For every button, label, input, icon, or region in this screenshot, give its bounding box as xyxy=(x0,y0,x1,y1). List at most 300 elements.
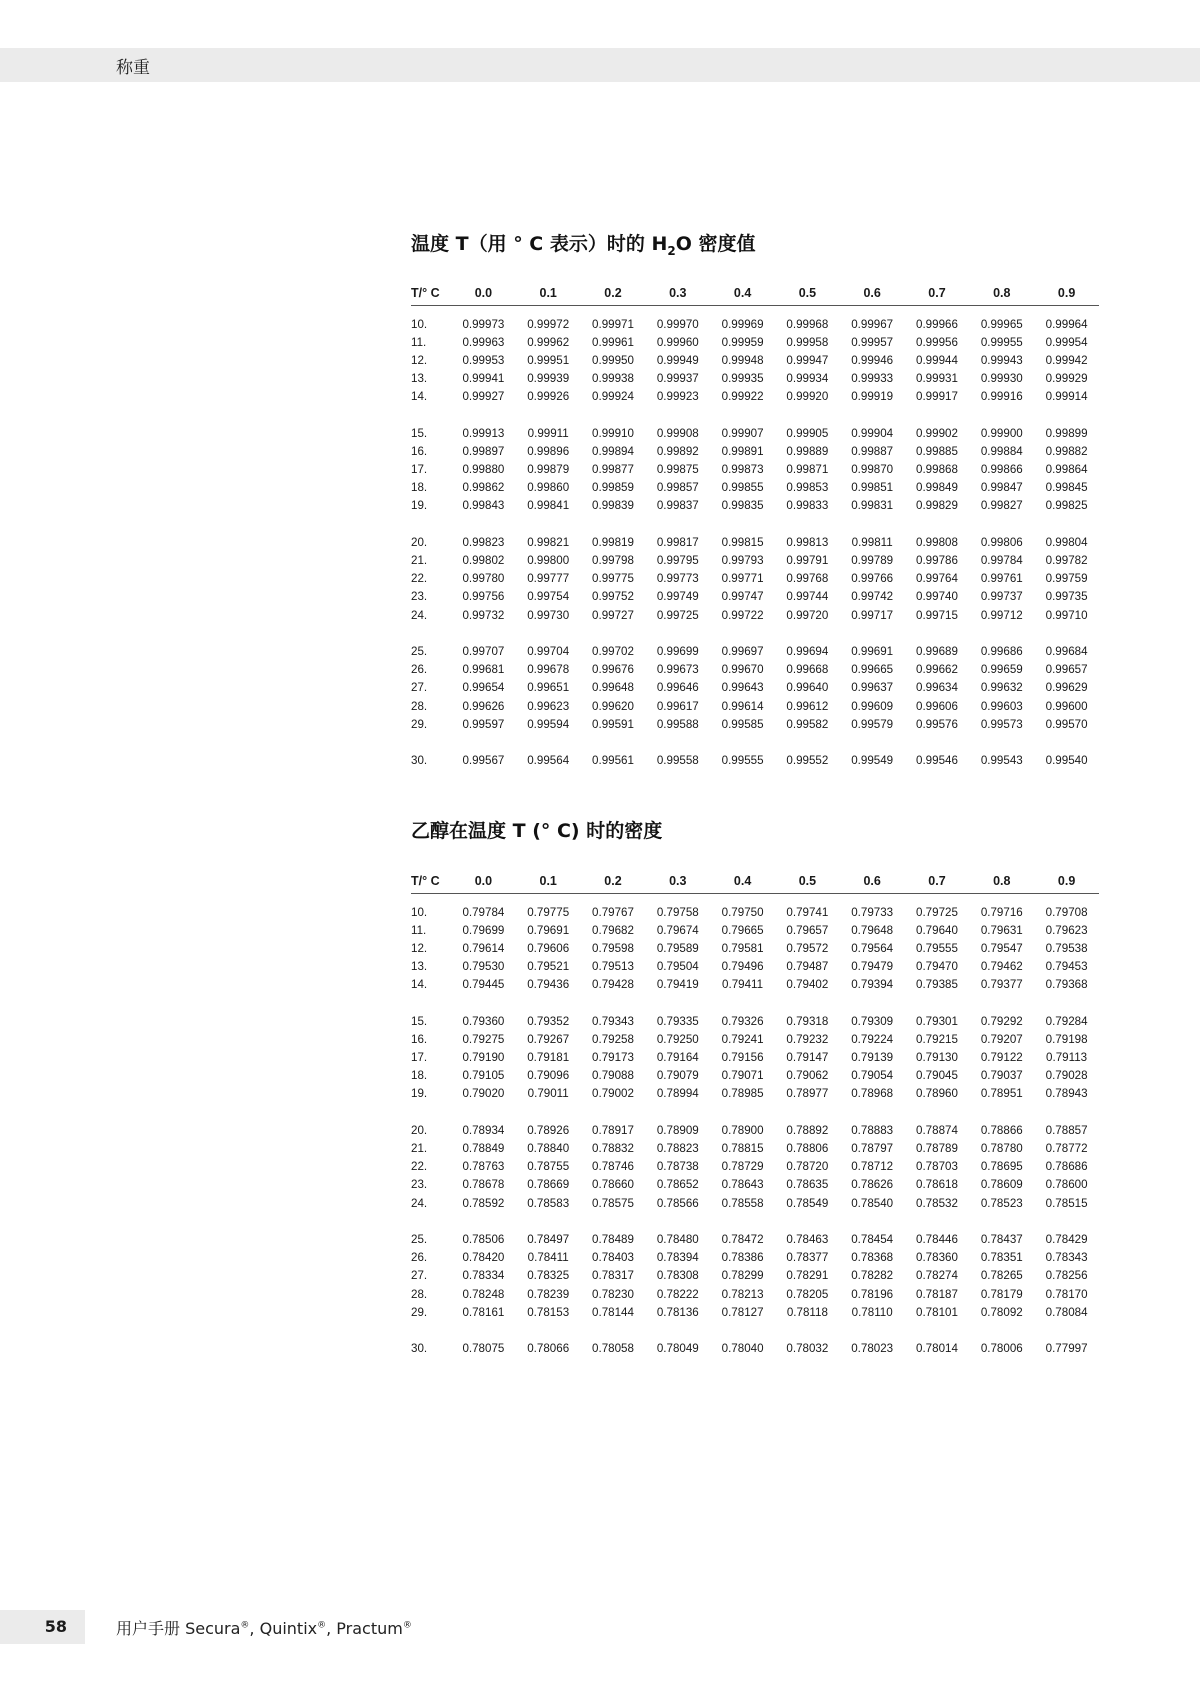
density-cell: 0.99896 xyxy=(527,444,570,458)
table-row xyxy=(411,1230,1099,1248)
temperature-cell: 21. xyxy=(411,554,428,568)
table-row xyxy=(411,661,1099,679)
density-cell: 0.78566 xyxy=(656,1196,699,1210)
density-cell: 0.78849 xyxy=(462,1142,505,1156)
density-cell: 0.79462 xyxy=(980,960,1023,974)
temperature-cell: 12. xyxy=(411,353,428,367)
temperature-cell: 19. xyxy=(411,499,428,513)
density-cell: 0.99914 xyxy=(1045,390,1088,404)
temperature-cell: 20. xyxy=(411,1123,428,1137)
temperature-column-header: T/° C xyxy=(411,272,451,306)
density-cell: 0.79267 xyxy=(527,1032,570,1046)
density-cell: 0.99759 xyxy=(1045,572,1088,586)
density-cell: 0.78857 xyxy=(1045,1123,1088,1137)
density-cell: 0.79037 xyxy=(980,1069,1023,1083)
density-cell: 0.99926 xyxy=(527,390,570,404)
density-cell: 0.79741 xyxy=(786,905,829,919)
density-cell: 0.99819 xyxy=(592,535,634,549)
density-cell: 0.99871 xyxy=(786,463,829,477)
density-cell: 0.78977 xyxy=(786,1087,829,1101)
density-cell: 0.99897 xyxy=(462,444,505,458)
density-cell: 0.99919 xyxy=(851,390,894,404)
decimal-column-header: 0.4 xyxy=(710,860,775,894)
density-cell: 0.99771 xyxy=(721,572,764,586)
density-cell: 0.99573 xyxy=(980,717,1023,731)
density-cell: 0.99841 xyxy=(527,499,570,513)
table-row xyxy=(411,939,1099,957)
density-cell: 0.78205 xyxy=(786,1287,829,1301)
density-cell: 0.78230 xyxy=(592,1287,634,1301)
density-cell: 0.78806 xyxy=(786,1142,829,1156)
footer-manual-title xyxy=(116,1616,412,1639)
density-cell: 0.99725 xyxy=(656,608,699,622)
density-cell: 0.78515 xyxy=(1045,1196,1088,1210)
density-cell: 0.78161 xyxy=(462,1305,505,1319)
density-cell: 0.78994 xyxy=(656,1087,699,1101)
density-cell: 0.79572 xyxy=(786,941,829,955)
density-cell: 0.79241 xyxy=(721,1032,764,1046)
ethanol-table-header-row xyxy=(411,860,1099,894)
density-cell: 0.78635 xyxy=(786,1178,829,1192)
density-cell: 0.78874 xyxy=(916,1123,958,1137)
decimal-column-header: 0.9 xyxy=(1034,272,1099,306)
spacer-cell xyxy=(411,894,1099,904)
density-cell: 0.99597 xyxy=(462,717,505,731)
density-cell: 0.99868 xyxy=(916,463,958,477)
density-cell: 0.99954 xyxy=(1045,335,1088,349)
density-cell: 0.78695 xyxy=(980,1160,1023,1174)
footer-reg-mark: ® xyxy=(317,1620,327,1631)
density-cell: 0.99662 xyxy=(916,663,958,677)
density-cell: 0.79767 xyxy=(592,905,634,919)
density-cell: 0.99804 xyxy=(1045,535,1088,549)
header-spacer xyxy=(411,894,1099,904)
table-row xyxy=(411,351,1099,369)
density-cell: 0.99670 xyxy=(721,663,764,677)
density-cell: 0.78437 xyxy=(980,1232,1023,1246)
density-cell: 0.99582 xyxy=(786,717,829,731)
density-cell: 0.99880 xyxy=(462,463,505,477)
density-cell: 0.78394 xyxy=(656,1251,699,1265)
density-cell: 0.99877 xyxy=(592,463,634,477)
density-cell: 0.99773 xyxy=(656,572,699,586)
density-cell: 0.78049 xyxy=(656,1342,699,1356)
group-gap xyxy=(411,1321,1099,1339)
group-gap xyxy=(411,994,1099,1012)
density-cell: 0.78985 xyxy=(721,1087,764,1101)
temperature-cell: 24. xyxy=(411,1196,428,1210)
density-cell: 0.79164 xyxy=(656,1051,699,1065)
density-cell: 0.78446 xyxy=(916,1232,958,1246)
density-cell: 0.78144 xyxy=(592,1305,634,1319)
density-cell: 0.79275 xyxy=(462,1032,505,1046)
density-cell: 0.99951 xyxy=(527,353,570,367)
density-cell: 0.99937 xyxy=(656,372,699,386)
density-cell: 0.78360 xyxy=(916,1251,958,1265)
density-cell: 0.99961 xyxy=(592,335,634,349)
density-cell: 0.99634 xyxy=(916,681,958,695)
density-cell: 0.78472 xyxy=(721,1232,764,1246)
density-cell: 0.99651 xyxy=(527,681,570,695)
temperature-cell: 15. xyxy=(411,426,428,440)
density-cell: 0.99947 xyxy=(786,353,829,367)
density-cell: 0.79581 xyxy=(721,941,764,955)
table-row xyxy=(411,442,1099,460)
density-cell: 0.78325 xyxy=(527,1269,570,1283)
density-cell: 0.99576 xyxy=(916,717,958,731)
density-cell: 0.99949 xyxy=(656,353,699,367)
table-row xyxy=(411,533,1099,551)
density-cell: 0.78454 xyxy=(851,1232,894,1246)
density-cell: 0.99922 xyxy=(721,390,764,404)
density-cell: 0.79326 xyxy=(721,1014,764,1028)
density-cell: 0.99668 xyxy=(786,663,829,677)
temperature-cell: 12. xyxy=(411,941,428,955)
density-cell: 0.99911 xyxy=(527,426,569,440)
temperature-cell: 28. xyxy=(411,1287,428,1301)
density-cell: 0.79122 xyxy=(980,1051,1023,1065)
header-spacer xyxy=(411,306,1099,316)
density-cell: 0.99561 xyxy=(592,754,634,768)
density-cell: 0.78780 xyxy=(980,1142,1023,1156)
density-cell: 0.99946 xyxy=(851,353,894,367)
density-cell: 0.79335 xyxy=(656,1014,699,1028)
density-cell: 0.78187 xyxy=(916,1287,958,1301)
density-cell: 0.78866 xyxy=(980,1123,1023,1137)
density-cell: 0.99689 xyxy=(916,644,958,658)
density-cell: 0.79614 xyxy=(462,941,505,955)
density-cell: 0.99875 xyxy=(656,463,699,477)
density-cell: 0.99564 xyxy=(527,754,570,768)
density-cell: 0.77997 xyxy=(1045,1342,1088,1356)
density-cell: 0.78118 xyxy=(786,1305,828,1319)
ethanol-density-title: 乙醇在温度 T (° C) 时的密度 xyxy=(411,820,663,842)
density-cell: 0.99839 xyxy=(592,499,634,513)
density-cell: 0.99786 xyxy=(916,554,958,568)
density-cell: 0.99870 xyxy=(851,463,894,477)
temperature-cell: 11. xyxy=(411,335,427,349)
density-cell: 0.99811 xyxy=(851,535,893,549)
density-cell: 0.99637 xyxy=(851,681,894,695)
density-cell: 0.99747 xyxy=(721,590,764,604)
density-cell: 0.99742 xyxy=(851,590,894,604)
density-cell: 0.99752 xyxy=(592,590,634,604)
density-cell: 0.79113 xyxy=(1046,1051,1088,1065)
temperature-cell: 13. xyxy=(411,960,428,974)
density-cell: 0.99686 xyxy=(980,644,1023,658)
density-cell: 0.99793 xyxy=(721,554,764,568)
density-cell: 0.78549 xyxy=(786,1196,829,1210)
density-cell: 0.99681 xyxy=(462,663,505,677)
density-cell: 0.99754 xyxy=(527,590,570,604)
density-cell: 0.78127 xyxy=(721,1305,764,1319)
table-row xyxy=(411,388,1099,406)
table-row xyxy=(411,1121,1099,1139)
density-cell: 0.99549 xyxy=(851,754,894,768)
density-cell: 0.78006 xyxy=(980,1342,1023,1356)
density-cell: 0.99782 xyxy=(1045,554,1088,568)
density-cell: 0.78222 xyxy=(656,1287,699,1301)
temperature-cell: 22. xyxy=(411,572,428,586)
density-cell: 0.99813 xyxy=(786,535,829,549)
density-cell: 0.99966 xyxy=(916,317,958,331)
density-cell: 0.79708 xyxy=(1045,905,1088,919)
density-cell: 0.79343 xyxy=(592,1014,634,1028)
density-cell: 0.99717 xyxy=(851,608,894,622)
density-cell: 0.99970 xyxy=(656,317,699,331)
density-cell: 0.99558 xyxy=(656,754,699,768)
decimal-column-header: 0.8 xyxy=(969,860,1034,894)
temperature-cell: 25. xyxy=(411,1232,428,1246)
density-cell: 0.99768 xyxy=(786,572,829,586)
density-cell: 0.79284 xyxy=(1045,1014,1088,1028)
page-number-text: 58 xyxy=(44,1617,67,1636)
density-cell: 0.99691 xyxy=(851,644,894,658)
density-cell: 0.79733 xyxy=(851,905,894,919)
density-cell: 0.99694 xyxy=(786,644,829,658)
density-cell: 0.79258 xyxy=(592,1032,634,1046)
density-cell: 0.99629 xyxy=(1045,681,1088,695)
group-gap xyxy=(411,406,1099,424)
table-row xyxy=(411,570,1099,588)
density-cell: 0.79606 xyxy=(527,941,570,955)
water-density-title xyxy=(411,229,756,258)
density-cell: 0.78558 xyxy=(721,1196,764,1210)
density-cell: 0.79139 xyxy=(851,1051,894,1065)
density-cell: 0.79292 xyxy=(980,1014,1023,1028)
group-gap xyxy=(411,733,1099,751)
footer-reg-mark: ® xyxy=(402,1620,412,1631)
table-row xyxy=(411,976,1099,994)
density-cell: 0.99960 xyxy=(656,335,699,349)
density-cell: 0.99775 xyxy=(592,572,634,586)
density-cell: 0.79130 xyxy=(916,1051,958,1065)
temperature-cell: 16. xyxy=(411,444,428,458)
density-cell: 0.99766 xyxy=(851,572,894,586)
density-cell: 0.99900 xyxy=(980,426,1023,440)
density-cell: 0.99821 xyxy=(527,535,570,549)
density-cell: 0.79445 xyxy=(462,978,505,992)
density-cell: 0.99941 xyxy=(462,372,505,386)
density-cell: 0.99640 xyxy=(786,681,829,695)
table-row xyxy=(411,752,1099,770)
density-cell: 0.99827 xyxy=(980,499,1023,513)
table-row xyxy=(411,679,1099,697)
density-cell: 0.99546 xyxy=(916,754,958,768)
density-cell: 0.78592 xyxy=(462,1196,505,1210)
density-cell: 0.99963 xyxy=(462,335,505,349)
density-cell: 0.99540 xyxy=(1045,754,1088,768)
density-cell: 0.99916 xyxy=(980,390,1023,404)
density-cell: 0.79487 xyxy=(786,960,829,974)
density-cell: 0.78014 xyxy=(916,1342,958,1356)
footer-sep: , Practum xyxy=(326,1619,403,1638)
density-cell: 0.78789 xyxy=(916,1142,958,1156)
group-gap xyxy=(411,515,1099,533)
density-cell: 0.99857 xyxy=(656,481,699,495)
density-cell: 0.79181 xyxy=(527,1051,570,1065)
density-cell: 0.78934 xyxy=(462,1123,505,1137)
density-cell: 0.99902 xyxy=(916,426,958,440)
density-cell: 0.99904 xyxy=(851,426,894,440)
density-cell: 0.99665 xyxy=(851,663,894,677)
density-cell: 0.79725 xyxy=(916,905,958,919)
table-row xyxy=(411,1285,1099,1303)
table-row xyxy=(411,551,1099,569)
density-cell: 0.78058 xyxy=(592,1342,634,1356)
density-cell: 0.78763 xyxy=(462,1160,505,1174)
density-cell: 0.99676 xyxy=(592,663,634,677)
water-title-subscript: 2 xyxy=(667,243,676,258)
decimal-column-header: 0.2 xyxy=(581,860,646,894)
temperature-cell: 30. xyxy=(411,754,428,768)
density-cell: 0.78660 xyxy=(592,1178,634,1192)
density-cell: 0.79699 xyxy=(462,923,505,937)
density-cell: 0.99942 xyxy=(1045,353,1088,367)
density-cell: 0.78575 xyxy=(592,1196,634,1210)
density-cell: 0.78883 xyxy=(851,1123,894,1137)
density-cell: 0.79318 xyxy=(786,1014,829,1028)
table-row xyxy=(411,1049,1099,1067)
density-cell: 0.78738 xyxy=(656,1160,699,1174)
density-cell: 0.99943 xyxy=(980,353,1023,367)
density-cell: 0.99684 xyxy=(1045,644,1088,658)
table-row xyxy=(411,1267,1099,1285)
density-cell: 0.99606 xyxy=(916,699,958,713)
density-cell: 0.99646 xyxy=(656,681,699,695)
density-cell: 0.79564 xyxy=(851,941,894,955)
density-cell: 0.78823 xyxy=(656,1142,699,1156)
density-cell: 0.78943 xyxy=(1045,1087,1088,1101)
density-cell: 0.99594 xyxy=(527,717,570,731)
decimal-column-header: 0.3 xyxy=(645,860,710,894)
temperature-cell: 23. xyxy=(411,590,428,604)
density-cell: 0.99798 xyxy=(592,554,634,568)
density-cell: 0.99749 xyxy=(656,590,699,604)
density-cell: 0.99931 xyxy=(916,372,958,386)
density-cell: 0.79411 xyxy=(722,978,764,992)
density-cell: 0.99935 xyxy=(721,372,764,386)
density-cell: 0.99924 xyxy=(592,390,634,404)
table-row xyxy=(411,1158,1099,1176)
density-cell: 0.99648 xyxy=(592,681,634,695)
density-cell: 0.99971 xyxy=(592,317,634,331)
density-cell: 0.99885 xyxy=(916,444,958,458)
density-cell: 0.99920 xyxy=(786,390,829,404)
density-cell: 0.78101 xyxy=(916,1305,958,1319)
density-cell: 0.99939 xyxy=(527,372,570,386)
density-cell: 0.99927 xyxy=(462,390,505,404)
density-cell: 0.78153 xyxy=(527,1305,570,1319)
density-cell: 0.99845 xyxy=(1045,481,1088,495)
decimal-column-header: 0.0 xyxy=(451,272,516,306)
density-cell: 0.99969 xyxy=(721,317,764,331)
decimal-column-header: 0.1 xyxy=(516,860,581,894)
density-cell: 0.78797 xyxy=(851,1142,894,1156)
density-cell: 0.99873 xyxy=(721,463,764,477)
density-cell: 0.99892 xyxy=(656,444,699,458)
density-cell: 0.78040 xyxy=(721,1342,764,1356)
density-cell: 0.78712 xyxy=(851,1160,894,1174)
density-cell: 0.99968 xyxy=(786,317,829,331)
density-cell: 0.78926 xyxy=(527,1123,570,1137)
density-cell: 0.79011 xyxy=(527,1087,569,1101)
temperature-cell: 22. xyxy=(411,1160,428,1174)
density-cell: 0.78136 xyxy=(656,1305,699,1319)
density-cell: 0.79530 xyxy=(462,960,505,974)
density-cell: 0.99764 xyxy=(916,572,958,586)
temperature-cell: 20. xyxy=(411,535,428,549)
temperature-cell: 18. xyxy=(411,481,428,495)
density-cell: 0.78900 xyxy=(721,1123,764,1137)
density-cell: 0.79538 xyxy=(1045,941,1088,955)
density-cell: 0.78669 xyxy=(527,1178,570,1192)
decimal-column-header: 0.5 xyxy=(775,860,840,894)
density-cell: 0.78540 xyxy=(851,1196,894,1210)
gap-cell xyxy=(411,1321,1099,1339)
decimal-column-header: 0.6 xyxy=(840,860,905,894)
density-cell: 0.79750 xyxy=(721,905,764,919)
density-cell: 0.99620 xyxy=(592,699,634,713)
density-cell: 0.78032 xyxy=(786,1342,829,1356)
density-cell: 0.99570 xyxy=(1045,717,1088,731)
density-cell: 0.99899 xyxy=(1045,426,1088,440)
temperature-cell: 29. xyxy=(411,1305,428,1319)
density-cell: 0.78274 xyxy=(916,1269,958,1283)
temperature-cell: 13. xyxy=(411,372,428,386)
density-cell: 0.79394 xyxy=(851,978,894,992)
density-cell: 0.78746 xyxy=(592,1160,634,1174)
density-cell: 0.99923 xyxy=(656,390,699,404)
density-cell: 0.79062 xyxy=(786,1069,829,1083)
density-cell: 0.79648 xyxy=(851,923,894,937)
density-cell: 0.78840 xyxy=(527,1142,570,1156)
density-cell: 0.78832 xyxy=(592,1142,634,1156)
density-cell: 0.99603 xyxy=(980,699,1023,713)
table-row xyxy=(411,424,1099,442)
table-row xyxy=(411,1067,1099,1085)
density-cell: 0.79657 xyxy=(786,923,829,937)
density-cell: 0.99851 xyxy=(851,481,894,495)
density-cell: 0.99744 xyxy=(786,590,829,604)
temperature-cell: 17. xyxy=(411,1051,428,1065)
density-cell: 0.99591 xyxy=(592,717,634,731)
density-cell: 0.99617 xyxy=(656,699,699,713)
density-cell: 0.99659 xyxy=(980,663,1023,677)
decimal-column-header: 0.1 xyxy=(516,272,581,306)
density-cell: 0.99654 xyxy=(462,681,505,695)
group-gap xyxy=(411,1212,1099,1230)
temperature-cell: 24. xyxy=(411,608,428,622)
density-cell: 0.99917 xyxy=(916,390,958,404)
temperature-cell: 21. xyxy=(411,1142,428,1156)
footer-sep: , Quintix xyxy=(249,1619,318,1638)
density-cell: 0.99907 xyxy=(721,426,764,440)
group-gap xyxy=(411,1103,1099,1121)
density-cell: 0.78909 xyxy=(656,1123,699,1137)
density-cell: 0.79096 xyxy=(527,1069,570,1083)
density-cell: 0.79758 xyxy=(656,905,699,919)
decimal-column-header: 0.0 xyxy=(451,860,516,894)
section-header: 称重 xyxy=(116,58,150,78)
table-row xyxy=(411,642,1099,660)
decimal-column-header: 0.7 xyxy=(905,860,970,894)
density-cell: 0.99777 xyxy=(527,572,570,586)
density-cell: 0.99879 xyxy=(527,463,570,477)
temperature-cell: 14. xyxy=(411,978,428,992)
density-cell: 0.99849 xyxy=(916,481,958,495)
density-cell: 0.99732 xyxy=(462,608,505,622)
